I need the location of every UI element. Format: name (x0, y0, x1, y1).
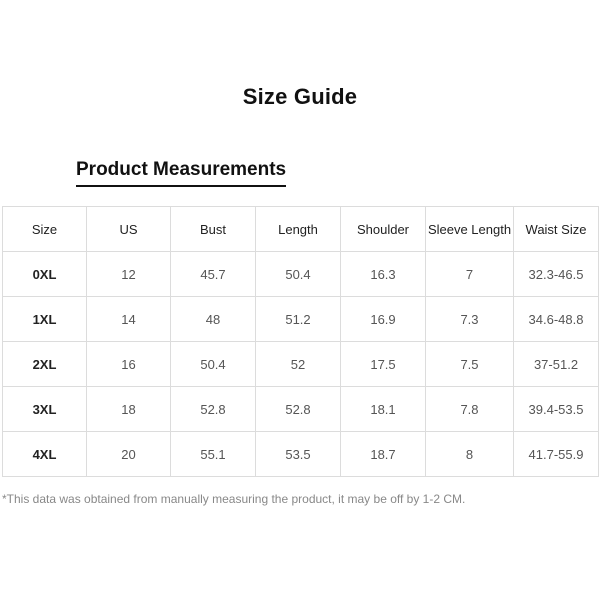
cell-waist-size: 39.4-53.5 (514, 387, 599, 432)
cell-bust: 55.1 (171, 432, 256, 477)
cell-length: 52.8 (256, 387, 341, 432)
cell-us: 20 (87, 432, 171, 477)
section-title: Product Measurements (76, 158, 286, 187)
cell-waist-size: 34.6-48.8 (514, 297, 599, 342)
cell-shoulder: 17.5 (341, 342, 426, 387)
measurement-note: *This data was obtained from manually measuring the product, it may be off by 1-2 CM. (2, 492, 466, 506)
cell-waist-size: 37-51.2 (514, 342, 599, 387)
cell-length: 52 (256, 342, 341, 387)
table-row (3, 252, 599, 297)
header-size: Size (3, 207, 87, 252)
table-row (3, 387, 599, 432)
cell-waist-size: 32.3-46.5 (514, 252, 599, 297)
cell-size: 3XL (3, 387, 87, 432)
cell-bust: 50.4 (171, 342, 256, 387)
cell-length: 51.2 (256, 297, 341, 342)
cell-size: 4XL (3, 432, 87, 477)
header-us: US (87, 207, 171, 252)
header-sleeve-length: Sleeve Length (426, 207, 514, 252)
cell-shoulder: 18.1 (341, 387, 426, 432)
table-row (3, 297, 599, 342)
cell-shoulder: 16.3 (341, 252, 426, 297)
cell-waist-size: 41.7-55.9 (514, 432, 599, 477)
cell-shoulder: 16.9 (341, 297, 426, 342)
cell-shoulder: 18.7 (341, 432, 426, 477)
cell-length: 50.4 (256, 252, 341, 297)
page-title: Size Guide (242, 84, 358, 109)
cell-sleeve-length: 8 (426, 432, 514, 477)
cell-size: 0XL (3, 252, 87, 297)
header-shoulder: Shoulder (341, 207, 426, 252)
cell-sleeve-length: 7 (426, 252, 514, 297)
cell-us: 12 (87, 252, 171, 297)
cell-us: 16 (87, 342, 171, 387)
cell-sleeve-length: 7.5 (426, 342, 514, 387)
table-row (3, 342, 599, 387)
cell-size: 1XL (3, 297, 87, 342)
size-table (2, 206, 599, 477)
table-row (3, 432, 599, 477)
cell-size: 2XL (3, 342, 87, 387)
cell-bust: 45.7 (171, 252, 256, 297)
cell-us: 14 (87, 297, 171, 342)
header-waist-size: Waist Size (514, 207, 599, 252)
cell-sleeve-length: 7.3 (426, 297, 514, 342)
cell-bust: 52.8 (171, 387, 256, 432)
table-header-row (3, 207, 599, 252)
cell-sleeve-length: 7.8 (426, 387, 514, 432)
cell-bust: 48 (171, 297, 256, 342)
header-length: Length (256, 207, 341, 252)
cell-us: 18 (87, 387, 171, 432)
header-bust: Bust (171, 207, 256, 252)
cell-length: 53.5 (256, 432, 341, 477)
